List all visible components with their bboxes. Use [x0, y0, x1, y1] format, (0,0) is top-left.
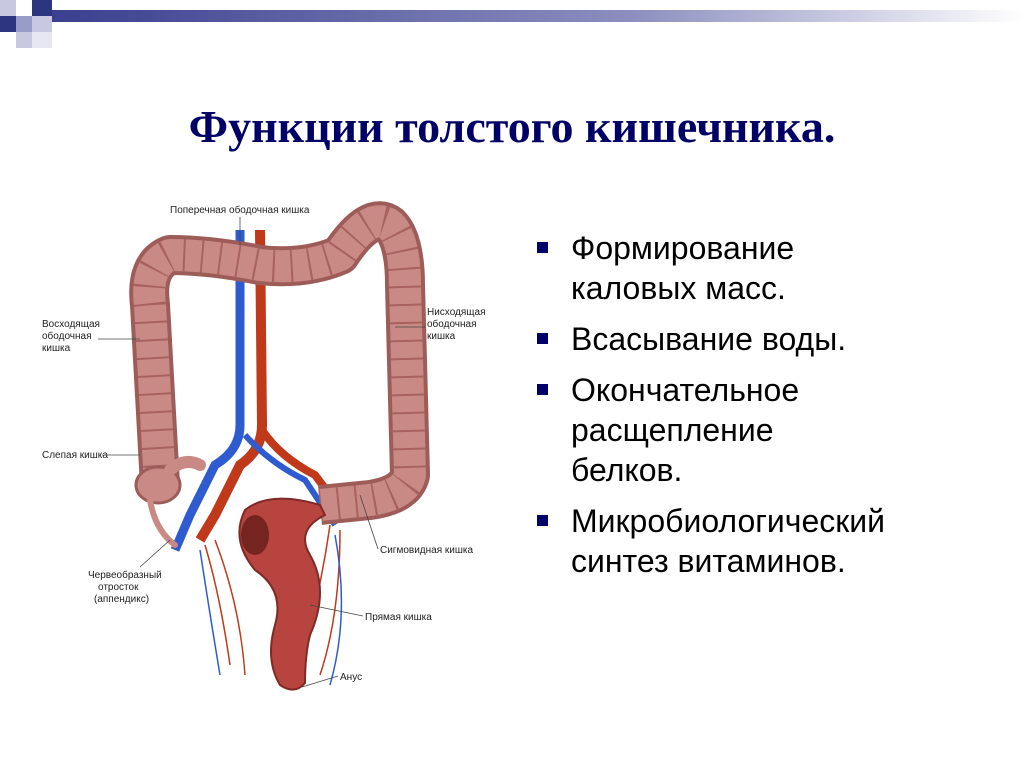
bullet-text-line: Всасывание воды.: [571, 321, 847, 357]
label-appendix-1: Червеобразный: [88, 570, 162, 581]
label-ascending-1: Восходящая: [42, 319, 100, 330]
blood-vessels: [175, 230, 345, 685]
slide-title: Функции толстого кишечника.: [188, 101, 836, 152]
square-bullet-icon: [537, 333, 548, 344]
bullet-item: [535, 228, 1005, 308]
bullet-text-line: белков.: [571, 452, 683, 488]
corner-decoration: [0, 0, 1024, 60]
bullet-item: [535, 319, 1005, 359]
bullet-item: [535, 370, 1005, 490]
label-descending-2: ободочная: [427, 319, 477, 330]
label-cecum: Слепая кишка: [42, 450, 108, 461]
bullet-text-line: каловых масс.: [571, 270, 786, 306]
bullet-text-line: Окончательное: [571, 372, 800, 408]
label-appendix-3: (аппендикс): [94, 594, 150, 605]
label-ascending-3: кишка: [42, 343, 71, 354]
large-intestine-diagram: [40, 195, 490, 705]
square-bullet-icon: [537, 384, 548, 395]
square-bullet-icon: [537, 515, 548, 526]
bullet-text-line: синтез витаминов.: [571, 543, 846, 579]
label-appendix-2: отросток: [98, 582, 139, 593]
label-anus: Анус: [340, 672, 363, 683]
label-transverse: Поперечная ободочная кишка: [170, 205, 310, 216]
label-ascending-2: ободочная: [42, 331, 92, 342]
bullet-text-line: расщепление: [571, 412, 774, 448]
bullet-list: [535, 228, 1005, 592]
label-descending-3: кишка: [427, 331, 456, 342]
bullet-text-line: Микробиологический: [571, 503, 886, 539]
square-bullet-icon: [537, 242, 548, 253]
bullet-text-line: Формирование: [571, 230, 795, 266]
label-descending-1: Нисходящая: [427, 307, 486, 318]
label-rectum: Прямая кишка: [365, 612, 432, 623]
bullet-item: [535, 501, 1005, 581]
label-sigmoid: Сигмовидная кишка: [380, 545, 474, 556]
